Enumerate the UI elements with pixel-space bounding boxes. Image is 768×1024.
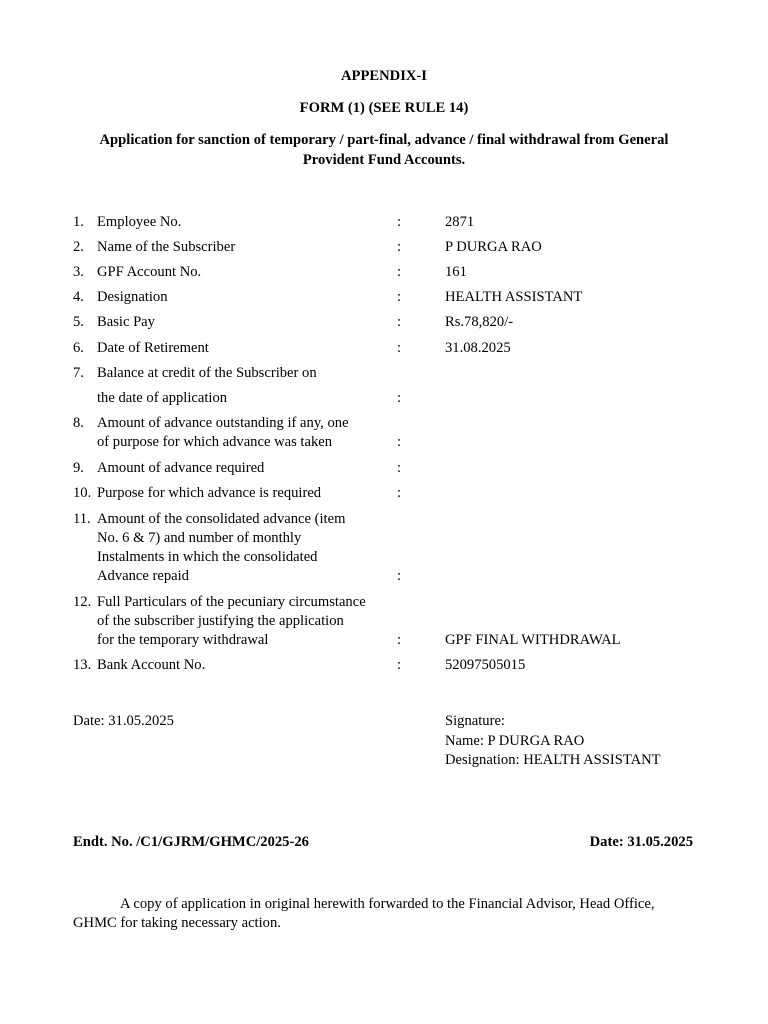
item-number: 10. — [73, 485, 92, 501]
form-title-line2: Provident Fund Accounts. — [302, 152, 466, 168]
item-number: 2. — [73, 239, 84, 255]
form-row-employee-no — [0, 212, 768, 232]
item-number: 9. — [73, 460, 84, 476]
form-title-line1: Application for sanction of temporary / part-final, advance / final withdrawal from General — [99, 132, 669, 148]
form-row-retirement-date — [0, 338, 768, 358]
item-label: Name of the Subscriber — [97, 239, 236, 255]
item-number: 6. — [73, 340, 84, 356]
form-row-consolidated-line2 — [0, 528, 768, 548]
item-label: Employee No. — [97, 214, 182, 230]
form-row-consolidated-line3 — [0, 547, 768, 567]
item-label: Date of Retirement — [97, 340, 209, 356]
colon: : — [397, 314, 402, 330]
colon: : — [397, 657, 402, 673]
item-number: 12. — [73, 594, 92, 610]
signatory-name: Name: P DURGA RAO — [445, 733, 585, 749]
colon: : — [397, 434, 402, 450]
form-row-balance-line1 — [0, 363, 768, 383]
item-value: 161 — [445, 264, 467, 280]
item-label: of the subscriber justifying the application — [97, 613, 344, 629]
form-row-purpose — [0, 483, 768, 503]
item-number: 11. — [73, 511, 91, 527]
form-row-basic-pay — [0, 312, 768, 332]
form-row-particulars-line2 — [0, 611, 768, 631]
signature-label: Signature: — [445, 713, 505, 729]
endorsement-number: Endt. No. /C1/GJRM/GHMC/2025-26 — [73, 834, 309, 850]
item-value: 52097505015 — [445, 657, 526, 673]
item-label: for the temporary withdrawal — [97, 632, 269, 648]
item-value: P DURGA RAO — [445, 239, 542, 255]
item-value: 31.08.2025 — [445, 340, 511, 356]
item-label: Bank Account No. — [97, 657, 206, 673]
item-label: Amount of advance outstanding if any, one — [97, 415, 349, 431]
form-row-particulars-line1 — [0, 592, 768, 612]
appendix-heading: APPENDIX-I — [341, 68, 427, 84]
form-row-subscriber-name — [0, 237, 768, 257]
form-row-outstanding-line2 — [0, 432, 768, 452]
colon: : — [397, 568, 402, 584]
item-label: Designation — [97, 289, 168, 305]
item-number: 13. — [73, 657, 92, 673]
form-row-consolidated-line1 — [0, 509, 768, 529]
form-row-particulars-line3 — [0, 630, 768, 650]
item-number: 3. — [73, 264, 84, 280]
item-value: Rs.78,820/- — [445, 314, 514, 330]
forwarding-paragraph: A copy of application in original herewith forwarded to the Financial Advisor, Head Office, GHMC for taking necessary action. — [73, 896, 655, 931]
item-label: Purpose for which advance is required — [97, 485, 322, 501]
item-label: Basic Pay — [97, 314, 155, 330]
colon: : — [397, 289, 402, 305]
item-value: 2871 — [445, 214, 475, 230]
item-label: No. 6 & 7) and number of monthly — [97, 530, 302, 546]
item-value: HEALTH ASSISTANT — [445, 289, 583, 305]
item-label: Advance repaid — [97, 568, 189, 584]
item-label: Amount of advance required — [97, 460, 265, 476]
form-row-advance-required — [0, 458, 768, 478]
item-label: Full Particulars of the pecuniary circumstance — [97, 594, 366, 610]
item-label: Instalments in which the consolidated — [97, 549, 318, 565]
form-row-consolidated-line4 — [0, 566, 768, 586]
item-number: 5. — [73, 314, 84, 330]
item-label: the date of application — [97, 390, 228, 406]
form-heading: FORM (1) (SEE RULE 14) — [299, 100, 469, 116]
signatory-designation: Designation: HEALTH ASSISTANT — [445, 752, 661, 768]
endorsement-date: Date: 31.05.2025 — [589, 834, 693, 850]
item-number: 4. — [73, 289, 84, 305]
colon: : — [397, 390, 402, 406]
item-value: GPF FINAL WITHDRAWAL — [445, 632, 621, 648]
item-number: 7. — [73, 365, 84, 381]
colon: : — [397, 214, 402, 230]
item-label: GPF Account No. — [97, 264, 202, 280]
colon: : — [397, 340, 402, 356]
form-row-designation — [0, 287, 768, 307]
form-row-outstanding-line1 — [0, 413, 768, 433]
form-row-gpf-account — [0, 262, 768, 282]
colon: : — [397, 460, 402, 476]
item-number: 1. — [73, 214, 84, 230]
item-label: Amount of the consolidated advance (item — [97, 511, 346, 527]
form-row-bank-account — [0, 655, 768, 675]
form-row-balance-line2 — [0, 388, 768, 408]
application-date: Date: 31.05.2025 — [73, 713, 174, 729]
item-label: of purpose for which advance was taken — [97, 434, 333, 450]
item-label: Balance at credit of the Subscriber on — [97, 365, 317, 381]
colon: : — [397, 239, 402, 255]
item-number: 8. — [73, 415, 84, 431]
colon: : — [397, 264, 402, 280]
colon: : — [397, 485, 402, 501]
colon: : — [397, 632, 402, 648]
